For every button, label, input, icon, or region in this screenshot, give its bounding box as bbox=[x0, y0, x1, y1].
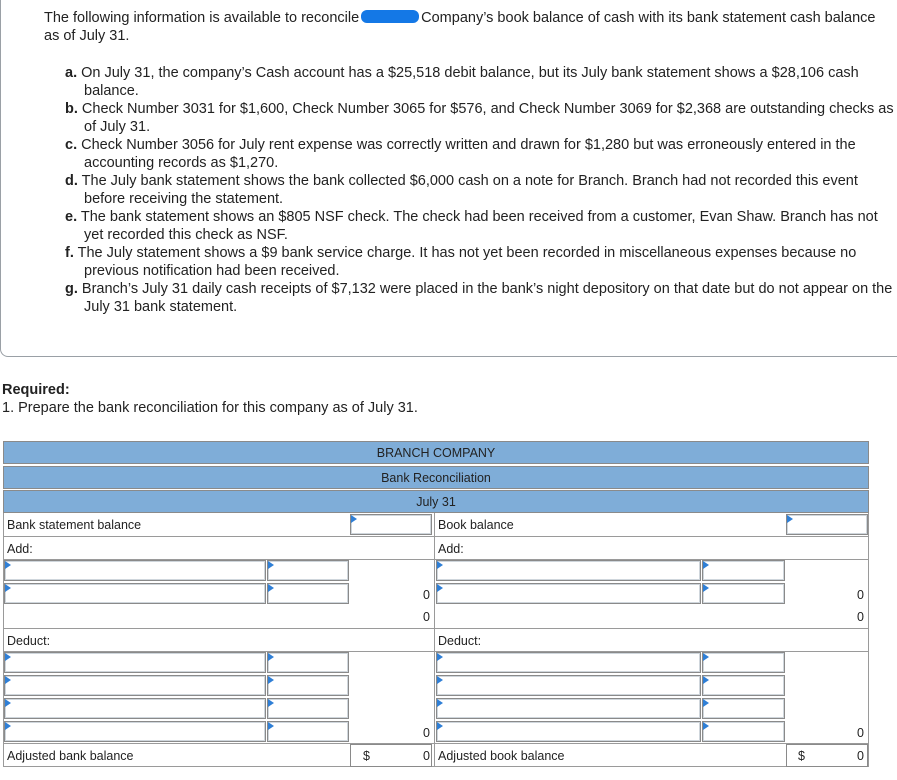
bank-deduct-amount-input[interactable] bbox=[267, 721, 349, 742]
adjusted-book-balance-label: Adjusted book balance bbox=[438, 749, 565, 763]
required-task: 1. Prepare the bank reconciliation for this company as of July 31. bbox=[2, 400, 418, 416]
fact-item-c: c. Check Number 3056 for July rent expense was correctly written and drawn for $1,280 but was erroneously entered in the accounting records as $1,270. bbox=[65, 137, 856, 171]
book-deduct-description-input[interactable] bbox=[436, 675, 701, 696]
book-deduct-amount-input[interactable] bbox=[702, 675, 785, 696]
bank-add-amount-input[interactable] bbox=[267, 583, 349, 604]
bank-statement-balance-label: Bank statement balance bbox=[7, 518, 142, 532]
bank-add-subtotal: 0 bbox=[423, 588, 430, 602]
bank-deduct-description-input[interactable] bbox=[4, 652, 266, 673]
row-divider bbox=[3, 743, 869, 744]
bank-deduct-amount-input[interactable] bbox=[267, 652, 349, 673]
book-add-subtotal: 0 bbox=[857, 588, 864, 602]
intro-text bbox=[44, 9, 889, 45]
book-add-total: 0 bbox=[857, 610, 864, 624]
book-balance-input[interactable] bbox=[786, 514, 868, 535]
book-add-description-input[interactable] bbox=[436, 583, 701, 604]
required-heading: Required: bbox=[2, 382, 70, 398]
fact-item-d: d. The July bank statement shows the bank collected $6,000 cash on a note for Branch. Branch had not recorded this event before receiving the statement. bbox=[65, 173, 858, 207]
facts-list bbox=[65, 64, 895, 316]
bank-add-total: 0 bbox=[423, 610, 430, 624]
bank-deduct-description-input[interactable] bbox=[4, 721, 266, 742]
reconciliation-table bbox=[3, 441, 869, 767]
fact-item-a: a. On July 31, the company’s Cash account has a $25,518 debit balance, but its July bank statement shows a $28,106 cash balance. bbox=[65, 65, 859, 99]
row-divider bbox=[3, 766, 869, 767]
intro-before: The following information is available to reconcile bbox=[44, 10, 360, 26]
table-border-right bbox=[868, 513, 869, 767]
fact-item-g: g. Branch’s July 31 daily cash receipts of $7,132 were placed in the bank’s night depository on that date but do not appear on the July 31 bank statement. bbox=[65, 281, 893, 315]
adjusted-bank-balance-value: 0 bbox=[423, 749, 430, 763]
adjusted-book-balance-value: 0 bbox=[857, 749, 864, 763]
fact-item-e: e. The bank statement shows an $805 NSF check. The check had been received from a customer, Evan Shaw. Branch has not yet recorded this check as NSF. bbox=[65, 209, 878, 243]
book-balance-label: Book balance bbox=[438, 518, 514, 532]
row-divider bbox=[3, 536, 869, 537]
bank-deduct-amount-input[interactable] bbox=[267, 698, 349, 719]
bank-add-description-input[interactable] bbox=[4, 560, 266, 581]
bank-deduct-label: Deduct: bbox=[7, 634, 51, 648]
bank-add-amount-input[interactable] bbox=[267, 560, 349, 581]
book-deduct-description-input[interactable] bbox=[436, 652, 701, 673]
book-deduct-description-input[interactable] bbox=[436, 721, 701, 742]
company-header: BRANCH COMPANY bbox=[3, 441, 869, 464]
bank-add-description-input[interactable] bbox=[4, 583, 266, 604]
adjusted-bank-balance-label: Adjusted bank balance bbox=[7, 749, 134, 763]
intro-after: Company’s book balance of cash with its bank statement cash balance as of July 31. bbox=[44, 10, 876, 44]
redaction-mark bbox=[361, 10, 419, 23]
fact-item-f: f. The July statement shows a $9 bank service charge. It has not yet been recorded in miscellaneous expenses because no previous notification had been received. bbox=[65, 245, 857, 279]
title-header: Bank Reconciliation bbox=[3, 466, 869, 489]
row-divider bbox=[3, 628, 869, 629]
bank-deduct-description-input[interactable] bbox=[4, 675, 266, 696]
bank-add-label: Add: bbox=[7, 542, 33, 556]
bank-deduct-description-input[interactable] bbox=[4, 698, 266, 719]
book-add-description-input[interactable] bbox=[436, 560, 701, 581]
book-add-amount-input[interactable] bbox=[702, 583, 785, 604]
adjusted-book-dollar-sign: $ bbox=[798, 749, 805, 763]
date-header: July 31 bbox=[3, 490, 869, 513]
problem-panel bbox=[0, 0, 897, 357]
required-section bbox=[2, 381, 418, 417]
book-deduct-amount-input[interactable] bbox=[702, 698, 785, 719]
bank-deduct-amount-input[interactable] bbox=[267, 675, 349, 696]
book-deduct-total: 0 bbox=[857, 726, 864, 740]
book-deduct-amount-input[interactable] bbox=[702, 652, 785, 673]
fact-item-b: b. Check Number 3031 for $1,600, Check Number 3065 for $576, and Check Number 3069 for $2,368 are outstanding checks as of July 31. bbox=[65, 101, 894, 135]
bank-deduct-total: 0 bbox=[423, 726, 430, 740]
bank-statement-balance-input[interactable] bbox=[350, 514, 432, 535]
adjusted-bank-dollar-sign: $ bbox=[363, 749, 370, 763]
book-deduct-description-input[interactable] bbox=[436, 698, 701, 719]
book-add-amount-input[interactable] bbox=[702, 560, 785, 581]
column-divider bbox=[434, 513, 435, 767]
book-deduct-label: Deduct: bbox=[438, 634, 482, 648]
book-add-label: Add: bbox=[438, 542, 464, 556]
book-deduct-amount-input[interactable] bbox=[702, 721, 785, 742]
